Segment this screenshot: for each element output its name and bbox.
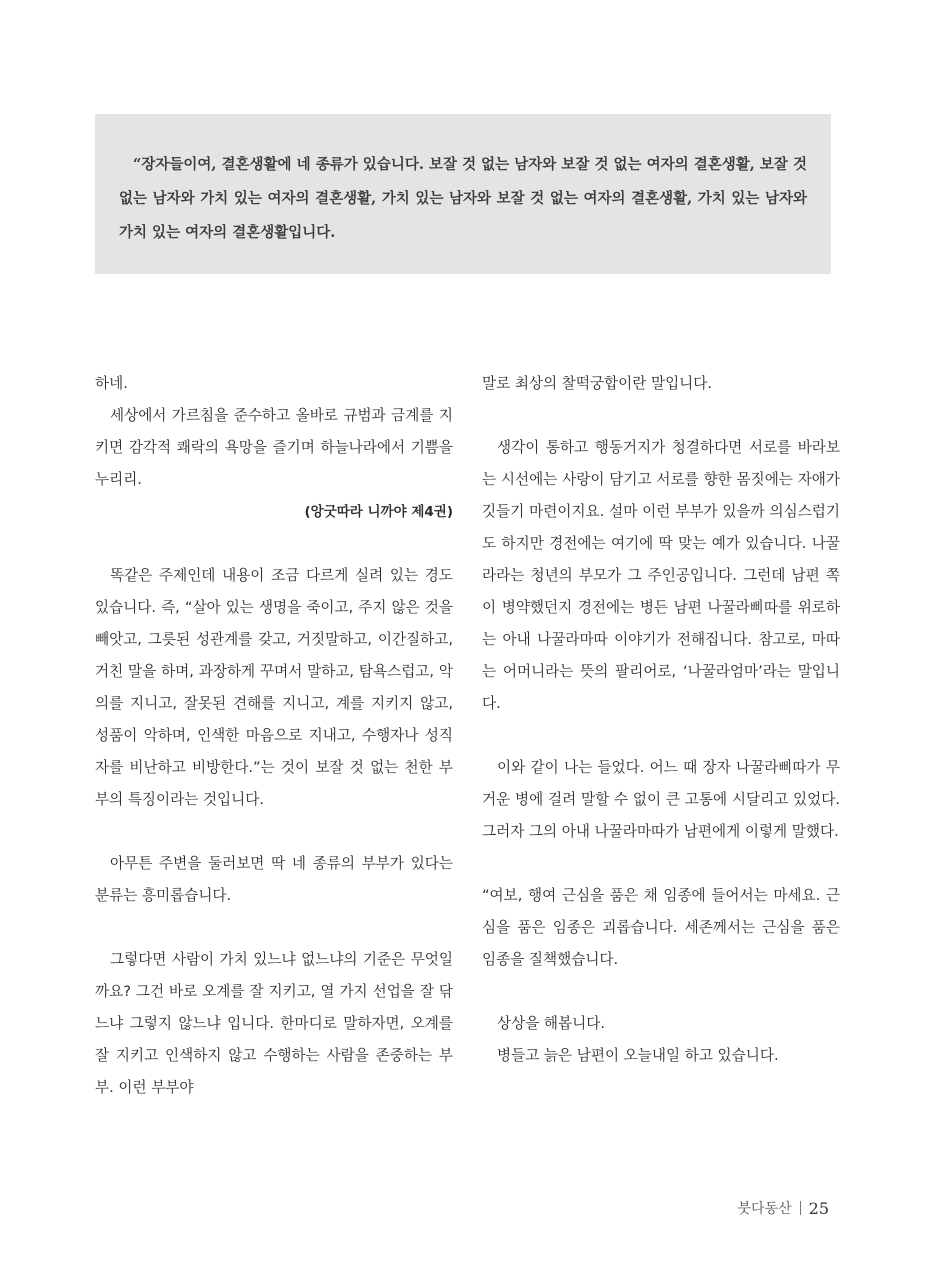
paragraph: “여보, 행여 근심을 품은 채 임종에 들어서는 마세요. 근심을 품은 임종은 괴롭습니다. 세존께서는 근심을 품은 임종을 질책했습니다. <box>482 887 840 968</box>
paragraph: 병들고 늙은 남편이 오늘내일 하고 있습니다. <box>497 1047 779 1064</box>
paragraph: 아무튼 주변을 둘러보면 딱 네 종류의 부부가 있다는 분류는 흥미롭습니다. <box>95 855 453 904</box>
source-citation: (앙굿따라 니까야 제4권) <box>304 504 453 520</box>
paragraph: 세상에서 가르침을 준수하고 올바로 규범과 금계를 지키면 감각적 쾌락의 욕망을 즐기며 하늘나라에서 기쁨을 누리리. <box>95 407 453 488</box>
footer-divider <box>800 1201 801 1215</box>
paragraph: 말로 최상의 찰떡궁합이란 말입니다. <box>482 375 713 392</box>
page-number: 25 <box>808 1198 829 1218</box>
paragraph: 그렇다면 사람이 가치 있느냐 없느냐의 기준은 무엇일까요? 그건 바로 오계를 잘 지키고, 열 가지 선업을 잘 닦느냐 그렇지 않느냐 입니다. 한마디로 말하자면, 오계를 잘 지키고 인색하지 않고 수행하는 사람을 존중하는 부부. 이런 부부야 <box>95 951 453 1096</box>
left-column <box>95 368 453 1104</box>
quote-box <box>95 114 831 274</box>
paragraph: 똑같은 주제인데 내용이 조금 다르게 실려 있는 경도 있습니다. 즉, “살아 있는 생명을 죽이고, 주지 않은 것을 빼앗고, 그릇된 성관계를 갖고, 거짓말하고, 이간질하고, 거친 말을 하며, 과장하게 꾸며서 말하고, 탐욕스럽고, 악의를 지니고, 잘못된 견해를 지니고, 계를 지키지 않고, 성품이 악하며, 인색한 마음으로 지내고, 수행자나 성직자를 비난하고 비방한다.”는 것이 보잘 것 없는 천한 부부의 특징이라는 것입니다. <box>95 567 453 808</box>
paragraph: 이와 같이 나는 들었다. 어느 때 장자 나꿀라삐따가 무거운 병에 걸려 말할 수 없이 큰 고통에 시달리고 있었다. 그러자 그의 아내 나꿀라마따가 남편에게 이렇게 말했다. <box>482 759 840 840</box>
paragraph: 생각이 통하고 행동거지가 청결하다면 서로를 바라보는 시선에는 사랑이 담기고 서로를 향한 몸짓에는 자애가 깃들기 마련이지요. 설마 이런 부부가 있을까 의심스럽기도 하지만 경전에는 여기에 딱 맞는 예가 있습니다. 나꿀라라는 청년의 부모가 그 주인공입니다. 그런데 남편 쪽이 병약했던지 경전에는 병든 남편 나꿀라삐따를 위로하는 아내 나꿀라마따 이야기가 전해집니다. 참고로, 마따는 어머니라는 뜻의 팔리어로, ‘나꿀라엄마’라는 말입니다. <box>482 439 840 712</box>
page-footer <box>738 1198 829 1218</box>
magazine-name: 붓다동산 <box>737 1201 792 1217</box>
paragraph: 하네. <box>95 375 128 392</box>
quote-text: “장자들이여, 결혼생활에 네 종류가 있습니다. 보잘 것 없는 남자와 보잘 것 없는 여자의 결혼생활, 보잘 것 없는 남자와 가치 있는 여자의 결혼생활, 가치 있는 남자와 보잘 것 없는 여자의 결혼생활, 가치 있는 남자와 가치 있는 여자의 결혼생활입니다. <box>119 156 807 241</box>
paragraph: 상상을 해봅니다. <box>497 1015 605 1032</box>
right-column <box>482 368 840 1072</box>
